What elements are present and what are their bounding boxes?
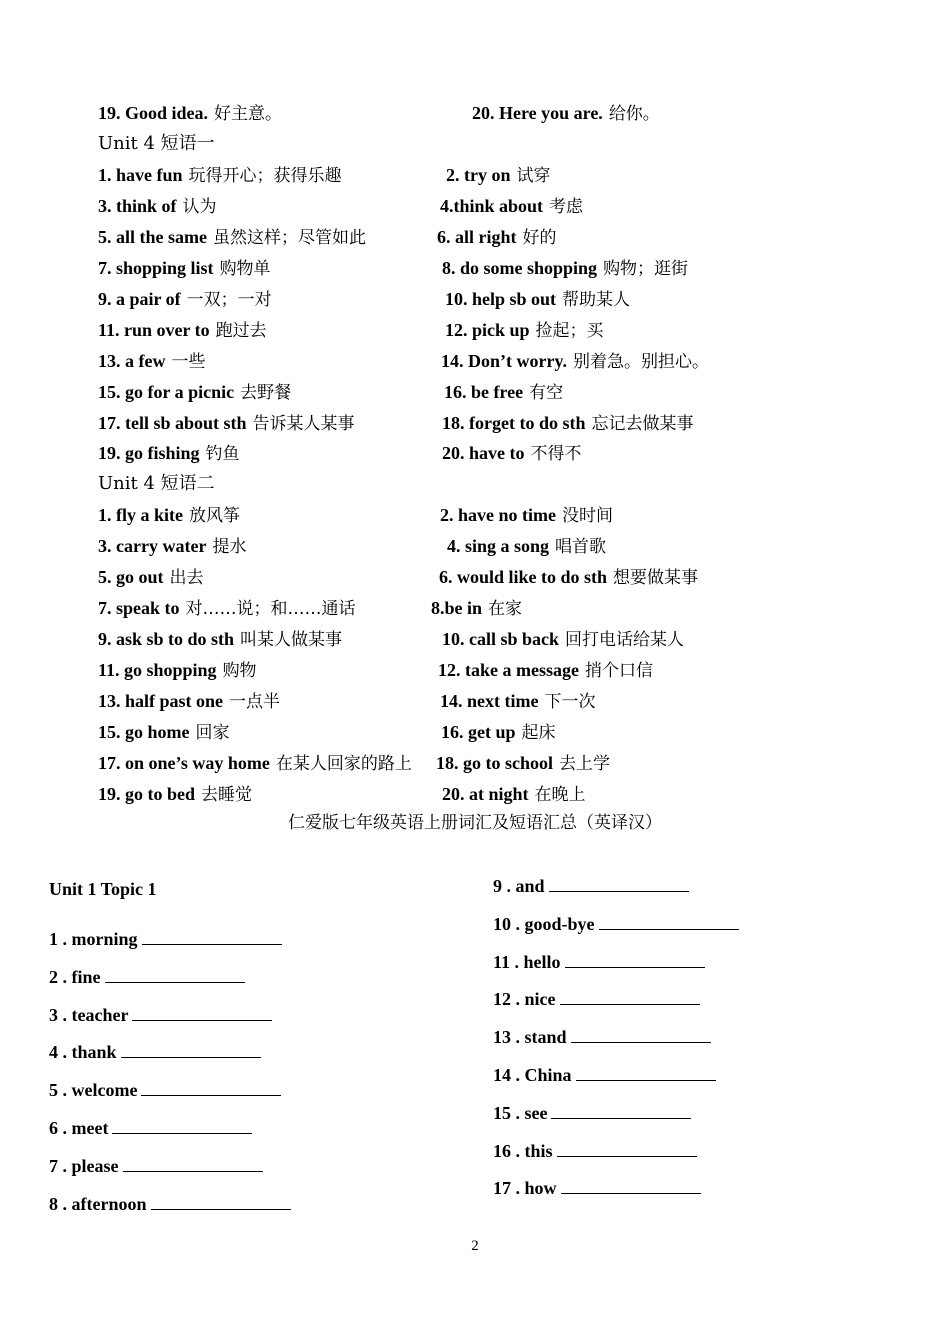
exercise-heading: Unit 1 Topic 1: [49, 879, 157, 899]
phrase-english: 8.be in: [431, 598, 483, 619]
phrase-row: [0, 194, 950, 225]
phrase-chinese: 去野餐: [240, 382, 292, 403]
phrase-english: 20. have to: [442, 443, 525, 464]
exercise-item: [493, 1062, 716, 1087]
section-heading: Unit 4 短语二: [98, 473, 215, 495]
answer-blank: [571, 1024, 711, 1043]
phrase-chinese: 购物单: [219, 258, 271, 279]
section-heading: Unit 4 短语一: [98, 132, 215, 154]
phrase-english: 19. go to bed: [98, 783, 196, 804]
exercise-word: 13 . stand: [493, 1027, 567, 1048]
phrase-english: 20. at night: [442, 783, 529, 804]
exercise-word: 15 . see: [493, 1102, 548, 1123]
phrase-english: 13. half past one: [98, 691, 224, 712]
phrase-row: [0, 287, 950, 318]
phrase-right: [439, 565, 698, 590]
phrase-english: 14. next time: [440, 691, 539, 712]
phrase-left: [98, 225, 366, 250]
phrase-row: [0, 751, 950, 782]
phrase-left: [98, 163, 342, 188]
phrase-english: 10. help sb out: [445, 288, 557, 309]
phrase-english: 3. think of: [98, 195, 177, 216]
phrase-row: [0, 534, 950, 565]
phrase-left: [98, 782, 252, 807]
answer-blank: [560, 986, 700, 1005]
phrase-chinese: 好的: [522, 227, 557, 248]
phrase-chinese: 试穿: [516, 165, 551, 186]
phrase-english: 15. go home: [98, 722, 190, 742]
phrase-english: 13. a few: [98, 350, 166, 371]
phrase-chinese: 一双；一对: [186, 289, 272, 310]
phrase-row: [0, 596, 950, 627]
phrase-chinese: 回家: [195, 723, 230, 743]
exercise-word: 4 . thank: [49, 1042, 117, 1063]
phrase-english: 14. Don’t worry.: [441, 350, 567, 371]
exercise-item: [493, 1138, 697, 1163]
phrase-left: [98, 441, 240, 466]
answer-blank: [551, 1100, 691, 1119]
phrase-right: [442, 627, 684, 652]
phrase-chinese: 出去: [169, 568, 204, 589]
phrase-english: 20. Here you are.: [472, 103, 603, 123]
phrase-chinese: 好主意。: [214, 104, 283, 124]
phrase-right: [446, 163, 551, 188]
phrase-left: [98, 411, 355, 436]
phrase-english: 5. go out: [98, 567, 164, 588]
phrase-chinese: 在晚上: [534, 784, 586, 805]
answer-blank: [151, 1191, 291, 1210]
exercise-word: 7 . please: [49, 1155, 119, 1176]
phrase-chinese: 购物；逛街: [603, 258, 689, 279]
phrase-english: 19. go fishing: [98, 443, 200, 464]
exercise-item: [493, 911, 739, 936]
phrase-row: [0, 225, 950, 256]
exercise-word: 6 . meet: [49, 1118, 109, 1138]
answer-blank: [141, 1077, 281, 1096]
phrase-left: [98, 627, 342, 652]
phrase-row: [0, 720, 950, 751]
phrase-chinese: 帮助某人: [562, 289, 631, 310]
exercise-word: 8 . afternoon: [49, 1193, 147, 1214]
phrase-english: 9. ask sb to do sth: [98, 629, 235, 650]
phrase-row: [0, 349, 950, 380]
phrase-right: [437, 225, 557, 250]
phrase-right: [447, 534, 606, 559]
phrase-right: [472, 101, 660, 126]
phrase-english: 4.think about: [440, 195, 544, 216]
phrase-chinese: 下一次: [544, 692, 596, 713]
answer-blank: [599, 911, 739, 930]
exercise-item: [49, 1153, 263, 1178]
phrase-left: [98, 287, 272, 312]
phrase-chinese: 放风筝: [189, 506, 240, 527]
phrase-row: [0, 163, 950, 194]
phrase-left: [98, 101, 282, 126]
phrase-right: [438, 658, 653, 683]
page-number: 2: [471, 1238, 479, 1254]
phrase-row: [0, 441, 950, 472]
phrase-english: 2. have no time: [440, 505, 556, 526]
phrase-chinese: 提水: [212, 537, 247, 558]
phrase-english: 3. carry water: [98, 536, 207, 557]
phrase-chinese: 想要做某事: [613, 568, 699, 589]
phrase-english: 5. all the same: [98, 226, 207, 247]
page-title: 仁爱版七年级英语上册词汇及短语汇总（英译汉）: [288, 813, 662, 833]
phrase-chinese: 虽然这样；尽管如此: [212, 227, 366, 248]
phrase-row: [0, 503, 950, 534]
answer-blank: [565, 949, 705, 968]
phrase-chinese: 一些: [171, 351, 206, 372]
phrase-english: 19. Good idea.: [98, 103, 209, 123]
exercise-word: 9 . and: [493, 876, 545, 896]
phrase-chinese: 跑过去: [215, 320, 267, 341]
answer-blank: [123, 1153, 263, 1172]
phrase-right: [436, 751, 610, 776]
phrase-english: 17. on one’s way home: [98, 752, 270, 773]
phrase-left: [98, 565, 204, 590]
phrase-right: [442, 256, 688, 281]
phrase-right: [445, 318, 604, 343]
answer-blank: [561, 1175, 701, 1194]
phrase-chinese: 考虑: [549, 196, 584, 217]
phrase-chinese: 去睡觉: [201, 784, 253, 805]
phrase-row: [0, 565, 950, 596]
phrase-row: [0, 689, 950, 720]
phrase-left: [98, 349, 205, 374]
exercise-word: 14 . China: [493, 1065, 572, 1085]
phrase-row: [0, 101, 950, 132]
phrase-chinese: 玩得开心；获得乐趣: [188, 165, 342, 186]
phrase-right: [440, 689, 595, 714]
phrase-chinese: 有空: [529, 382, 564, 403]
phrase-english: 6. all right: [437, 226, 517, 247]
phrase-english: 16. get up: [441, 722, 516, 742]
answer-blank: [142, 926, 282, 945]
phrase-left: [98, 596, 356, 621]
phrase-right: [442, 411, 693, 436]
phrase-left: [98, 658, 257, 683]
exercise-item: [493, 1100, 691, 1125]
phrase-chinese: 对……说；和……通话: [185, 599, 356, 620]
exercise-item: [493, 1024, 711, 1049]
exercise-item: [49, 1191, 291, 1216]
section-heading-row: [0, 132, 950, 163]
answer-blank: [132, 1002, 272, 1021]
phrase-chinese: 唱首歌: [555, 537, 607, 558]
phrase-right: [444, 380, 563, 405]
phrase-row: [0, 658, 950, 689]
phrase-left: [98, 194, 217, 219]
phrase-chinese: 不得不: [530, 444, 582, 465]
phrase-left: [98, 720, 230, 745]
answer-blank: [576, 1062, 716, 1081]
exercise-item: [49, 1115, 252, 1140]
answer-blank: [105, 964, 245, 983]
phrase-english: 9. a pair of: [98, 288, 181, 309]
exercise-word: 10 . good-bye: [493, 913, 595, 934]
exercise-item: [49, 926, 282, 951]
exercise-item: [493, 1175, 701, 1200]
exercise-item: [49, 1002, 272, 1027]
exercise-word: 12 . nice: [493, 989, 556, 1010]
phrase-english: 12. pick up: [445, 319, 530, 340]
phrase-left: [98, 534, 246, 559]
exercise-item: [493, 986, 700, 1011]
answer-blank: [549, 873, 689, 892]
phrase-english: 17. tell sb about sth: [98, 412, 247, 433]
phrase-english: 1. fly a kite: [98, 505, 183, 526]
phrase-left: [98, 503, 240, 528]
phrase-right: [442, 441, 582, 466]
phrase-left: [98, 751, 412, 776]
phrase-right: [440, 503, 613, 528]
phrase-english: 11. go shopping: [98, 660, 217, 681]
phrase-right: [445, 287, 630, 312]
phrase-chinese: 没时间: [562, 506, 613, 527]
phrase-chinese: 购物: [222, 661, 257, 682]
phrase-english: 2. try on: [446, 164, 511, 185]
phrase-chinese: 认为: [182, 196, 217, 217]
phrase-chinese: 捎个口信: [584, 661, 653, 682]
exercise-item: [493, 949, 705, 974]
phrase-english: 7. shopping list: [98, 257, 214, 278]
exercise-item: [49, 1039, 261, 1064]
phrase-row: [0, 627, 950, 658]
phrase-english: 12. take a message: [438, 660, 579, 681]
answer-blank: [121, 1039, 261, 1058]
exercise-word: 16 . this: [493, 1140, 553, 1161]
phrase-left: [98, 380, 291, 405]
exercise-word: 5 . welcome: [49, 1080, 138, 1101]
phrase-chinese: 去上学: [559, 753, 610, 774]
phrase-chinese: 在某人回家的路上: [275, 753, 412, 774]
exercise-word: 17 . how: [493, 1178, 557, 1199]
phrase-english: 18. forget to do sth: [442, 412, 586, 433]
phrase-right: [442, 782, 586, 807]
phrase-english: 6. would like to do sth: [439, 567, 608, 588]
phrase-row: [0, 318, 950, 349]
phrase-row: [0, 411, 950, 442]
phrase-english: 8. do some shopping: [442, 257, 598, 278]
phrase-chinese: 忘记去做某事: [591, 413, 694, 434]
phrase-english: 10. call sb back: [442, 629, 560, 650]
phrase-right: [441, 720, 556, 745]
phrase-english: 16. be free: [444, 381, 524, 402]
exercise-item: [493, 873, 689, 898]
section-heading-row: [0, 472, 950, 503]
phrase-chinese: 别着急。别担心。: [572, 351, 709, 372]
phrase-chinese: 捡起；买: [535, 320, 604, 341]
phrase-english: 15. go for a picnic: [98, 381, 235, 402]
phrase-english: 18. go to school: [436, 752, 553, 773]
phrase-chinese: 叫某人做某事: [240, 630, 343, 651]
phrase-english: 11. run over to: [98, 319, 210, 340]
phrase-right: [441, 349, 709, 374]
exercise-word: 3 . teacher: [49, 1004, 129, 1025]
phrase-english: 1. have fun: [98, 164, 183, 185]
exercise-word: 11 . hello: [493, 951, 561, 972]
answer-blank: [557, 1138, 697, 1157]
phrase-row: [0, 256, 950, 287]
phrase-row: [0, 380, 950, 411]
phrase-left: [98, 318, 267, 343]
exercise-item: [49, 964, 245, 989]
phrase-chinese: 钓鱼: [205, 444, 240, 465]
phrase-left: [98, 689, 280, 714]
answer-blank: [112, 1115, 252, 1134]
exercise-word: 1 . morning: [49, 929, 138, 949]
phrase-english: 7. speak to: [98, 598, 180, 619]
phrase-chinese: 起床: [521, 723, 556, 743]
phrase-chinese: 给你。: [608, 104, 660, 124]
phrase-right: [431, 596, 522, 621]
phrase-chinese: 告诉某人某事: [252, 413, 355, 434]
phrase-chinese: 回打电话给某人: [565, 630, 685, 651]
exercise-word: 2 . fine: [49, 966, 101, 987]
exercise-item: [49, 1077, 281, 1102]
phrase-english: 4. sing a song: [447, 536, 550, 557]
phrase-chinese: 一点半: [229, 692, 281, 713]
phrase-right: [440, 194, 583, 219]
phrase-left: [98, 256, 271, 281]
phrase-chinese: 在家: [488, 599, 523, 620]
